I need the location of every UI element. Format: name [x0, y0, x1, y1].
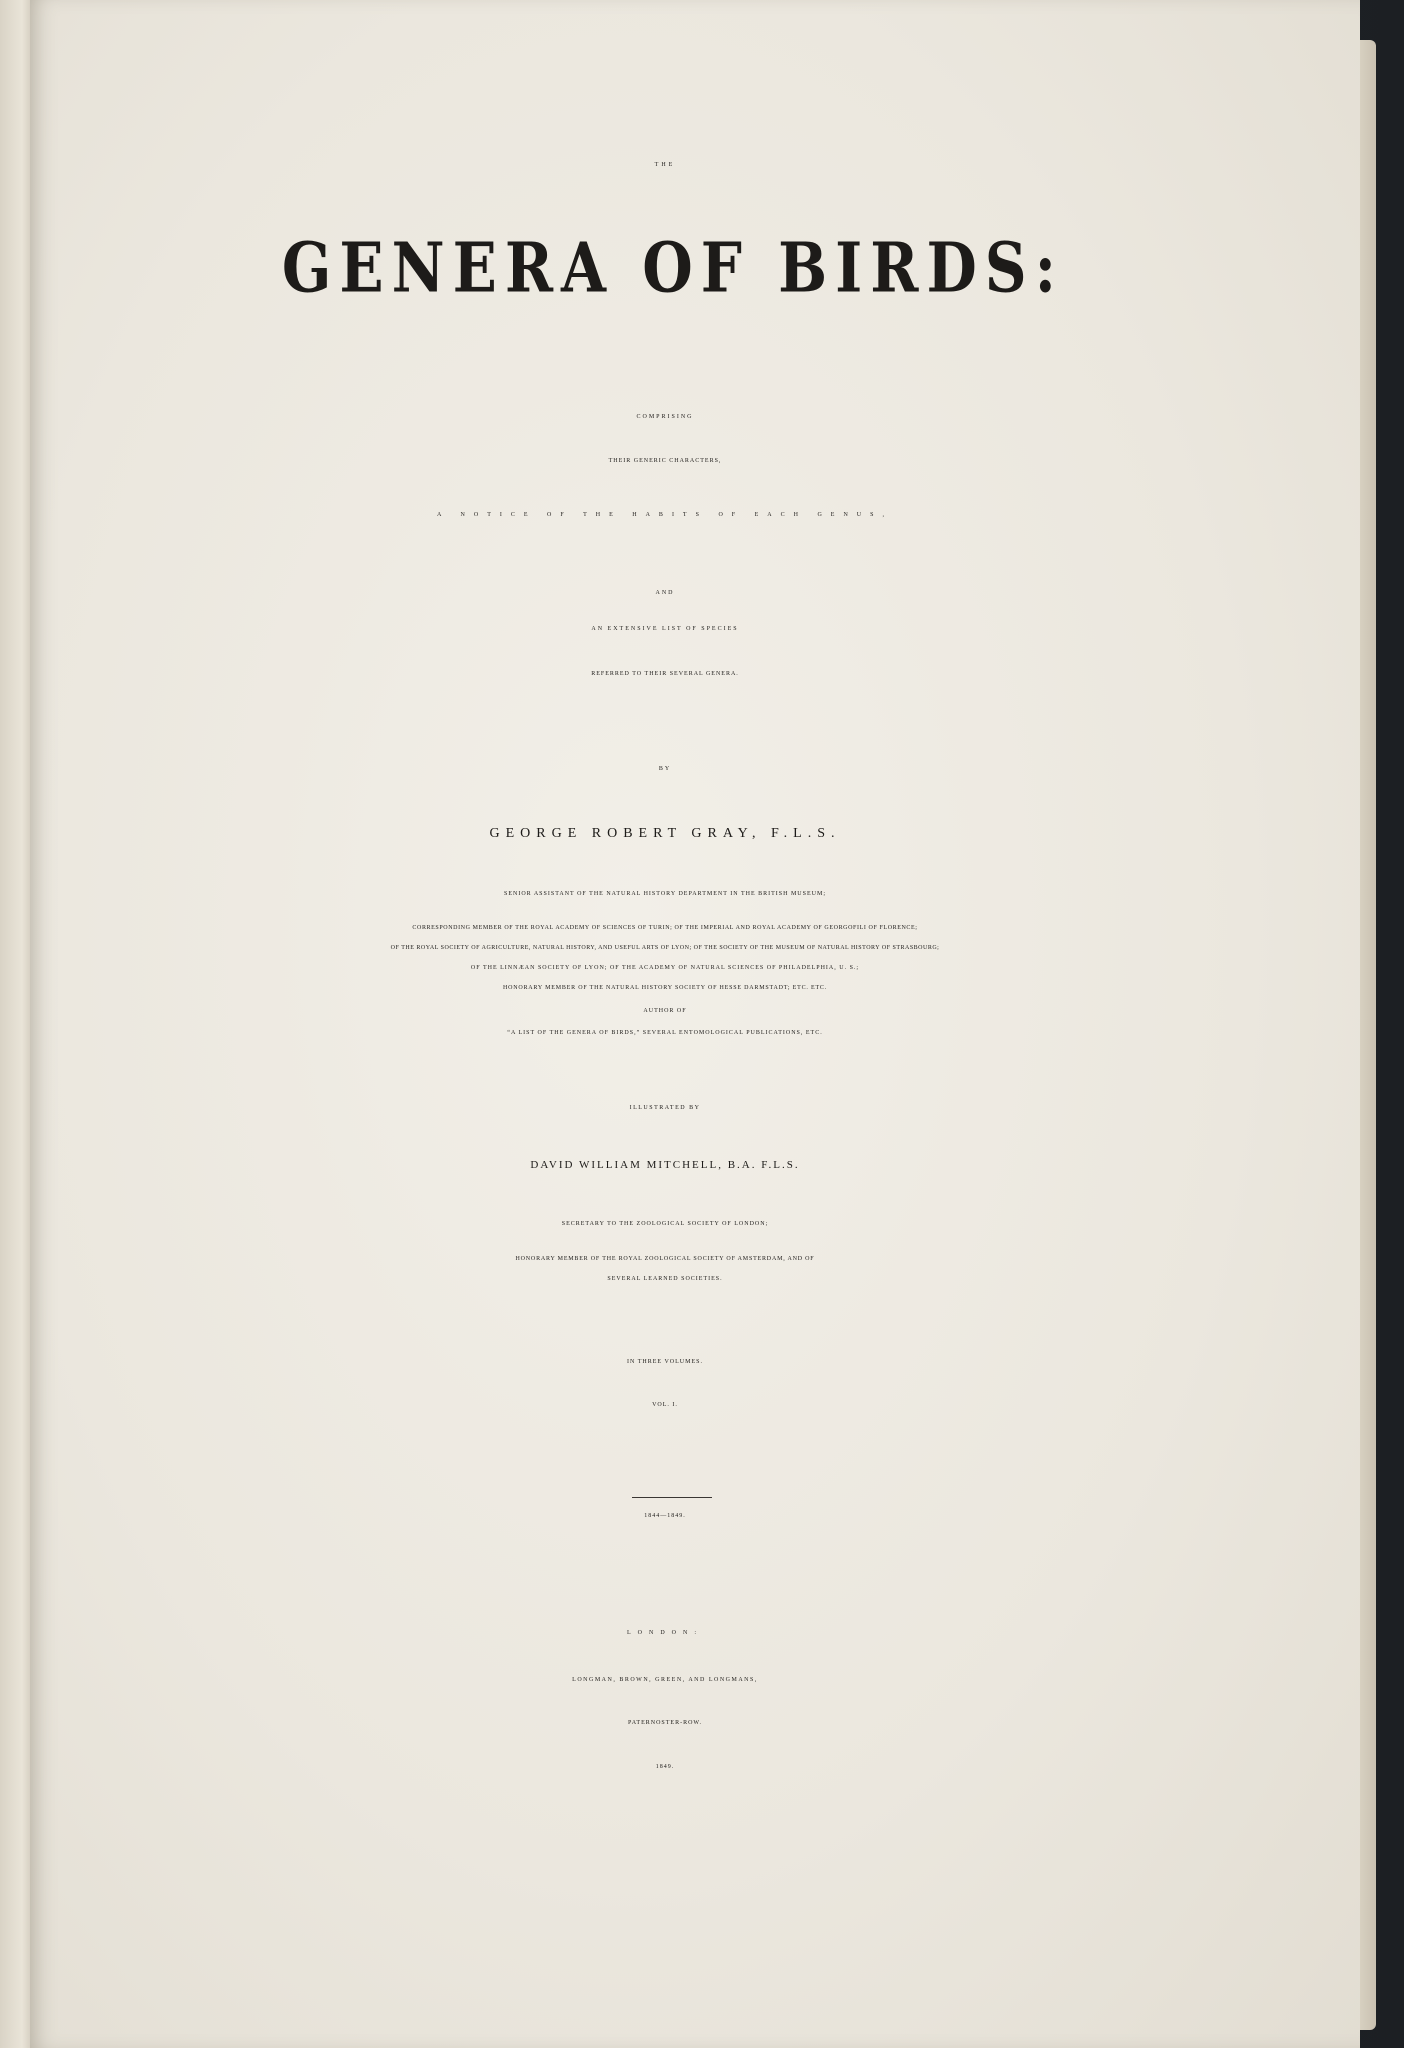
and-label: AND: [655, 590, 675, 596]
publication-date: 1849.: [655, 1764, 675, 1770]
author-credential-line: CORRESPONDING MEMBER OF THE ROYAL ACADEMY OF SCIENCES OF TURIN; OF THE IMPERIAL AND ROYAL ACADEMY OF GEORGOFILI OF FLORENCE;: [412, 925, 918, 931]
author-credential-line: OF THE LINNÆAN SOCIETY OF LYON; OF THE ACADEMY OF NATURAL SCIENCES OF PHILADELPHIA, U. S.;: [470, 965, 860, 971]
by-label: BY: [658, 766, 672, 772]
title-article: THE: [654, 162, 676, 168]
author-of-label: AUTHOR OF: [643, 1008, 687, 1014]
publisher-city: LONDON:: [627, 1630, 703, 1636]
volume-number: VOL. I.: [652, 1402, 678, 1408]
comprising-label: COMPRISING: [636, 414, 694, 420]
author-credential-line: HONORARY MEMBER OF THE NATURAL HISTORY SOCIETY OF HESSE DARMSTADT; ETC. ETC.: [502, 985, 828, 991]
illustrator-credential-line: SECRETARY TO THE ZOOLOGICAL SOCIETY OF LONDON;: [561, 1221, 769, 1227]
divider-rule: [632, 1497, 712, 1498]
subtitle-line-1: THEIR GENERIC CHARACTERS,: [608, 458, 722, 464]
author-credential-line: SENIOR ASSISTANT OF THE NATURAL HISTORY DEPARTMENT IN THE BRITISH MUSEUM;: [504, 891, 826, 897]
illustrated-by-label: ILLUSTRATED BY: [629, 1105, 701, 1111]
subtitle-line-2: A NOTICE OF THE HABITS OF EACH GENUS,: [437, 512, 893, 518]
book-title: GENERA OF BIRDS:: [281, 228, 1065, 309]
author-credential-line: OF THE ROYAL SOCIETY OF AGRICULTURE, NATURAL HISTORY, AND USEFUL ARTS OF LYON; OF THE SOCIETY OF THE MUSEUM OF NATURAL HISTORY OF STRASBOURG;: [390, 945, 940, 951]
illustrator-name: DAVID WILLIAM MITCHELL, B.A. F.L.S.: [530, 1159, 800, 1171]
volumes-note: IN THREE VOLUMES.: [627, 1359, 703, 1365]
subtitle-line-3: AN EXTENSIVE LIST OF SPECIES: [591, 626, 739, 632]
publisher-address: PATERNOSTER-ROW.: [627, 1720, 703, 1726]
publisher-name: LONGMAN, BROWN, GREEN, AND LONGMANS,: [572, 1677, 758, 1683]
author-credential-line: “A LIST OF THE GENERA OF BIRDS,” SEVERAL ENTOMOLOGICAL PUBLICATIONS, ETC.: [507, 1030, 823, 1036]
author-name: GEORGE ROBERT GRAY, F.L.S.: [489, 826, 841, 841]
illustrator-credential-line: SEVERAL LEARNED SOCIETIES.: [607, 1276, 723, 1282]
title-page: [30, 0, 1360, 2048]
subtitle-line-4: REFERRED TO THEIR SEVERAL GENERA.: [591, 671, 739, 677]
illustrator-credential-line: HONORARY MEMBER OF THE ROYAL ZOOLOGICAL SOCIETY OF AMSTERDAM, AND OF: [515, 1256, 815, 1262]
publication-years: 1844—1849.: [644, 1513, 686, 1519]
